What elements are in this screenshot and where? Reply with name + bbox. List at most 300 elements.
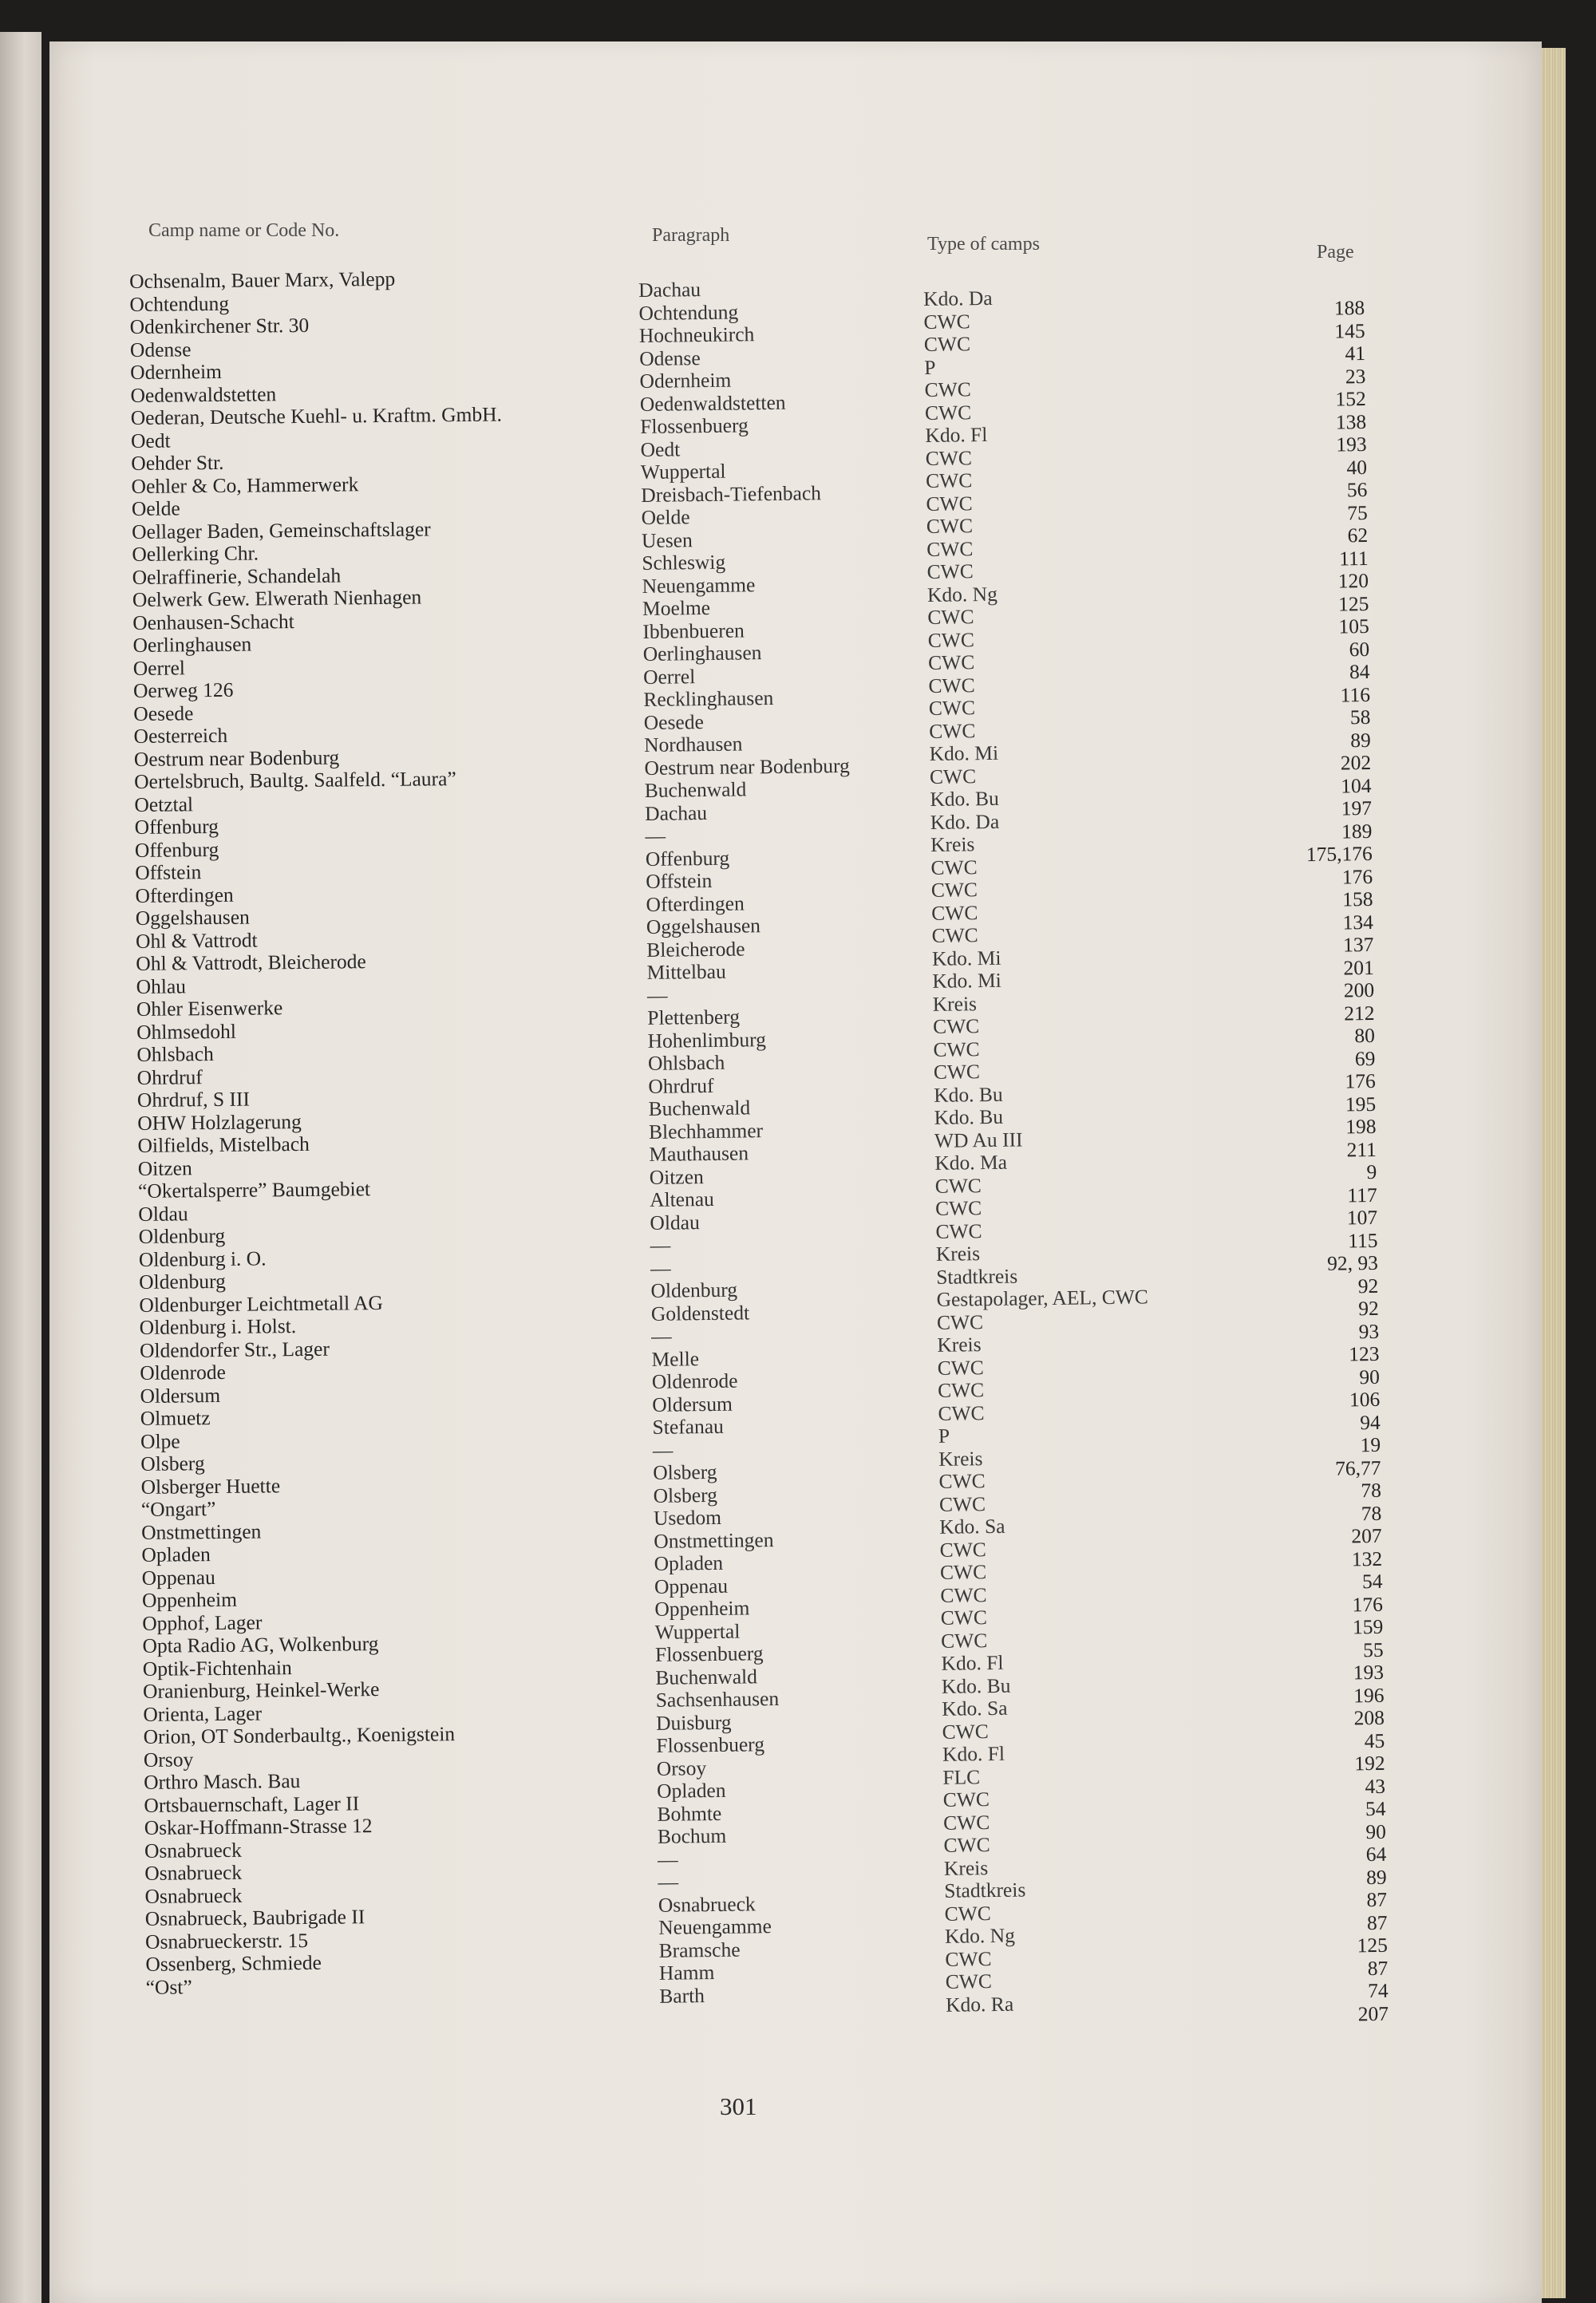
camp-type-cell: CWC (940, 1582, 987, 1607)
page-ref-cell: 45 (1364, 1728, 1385, 1752)
page-ref-cell: 64 (1365, 1842, 1387, 1866)
camp-type-cell: FLC (942, 1764, 981, 1789)
page-ref-cell: 192 (1354, 1751, 1385, 1776)
camp-name-cell: Ohlau (136, 974, 187, 998)
camp-name-cell: Offenburg (134, 837, 219, 862)
camp-type-cell: CWC (933, 1037, 980, 1061)
camp-name-cell: Oldendorfer Str., Lager (139, 1337, 330, 1362)
page-ref-cell: 212 (1344, 1001, 1375, 1025)
camp-name-cell: Optik-Fichtenhain (142, 1655, 292, 1681)
page-ref-cell: 90 (1359, 1365, 1381, 1389)
camp-name-cell: Oenhausen-Schacht (132, 609, 294, 634)
paragraph-cell: — (650, 1233, 671, 1257)
camp-name-cell: Offenburg (134, 814, 219, 839)
page-ref-cell: 207 (1357, 2001, 1389, 2025)
page-ref-cell: 115 (1347, 1228, 1378, 1252)
camp-type-cell: CWC (924, 377, 971, 401)
camp-type-cell: CWC (924, 400, 972, 425)
paragraph-cell: Offenburg (645, 846, 730, 871)
paragraph-cell: Neuengamme (642, 572, 756, 598)
camp-type-cell: CWC (940, 1606, 988, 1629)
paragraph-cell: Osnabrueck (658, 1891, 756, 1917)
camp-type-cell: CWC (943, 1833, 990, 1857)
camp-type-cell: Kdo. Da (922, 286, 993, 310)
camp-type-cell: Kdo. Mi (931, 946, 1001, 970)
camp-name-cell: Osnabrueckerstr. 15 (144, 1928, 309, 1953)
camp-name-cell: Oggelshausen (135, 905, 250, 930)
paragraph-cell: Plettenberg (647, 1005, 741, 1029)
page-ref-cell: 58 (1349, 705, 1371, 729)
page-ref-cell: 193 (1336, 432, 1367, 456)
camp-type-cell: CWC (945, 1969, 993, 1993)
page-ref-cell: 74 (1367, 1978, 1389, 2003)
page-ref-cell: 89 (1365, 1865, 1387, 1889)
camp-name-column (129, 267, 517, 1999)
page-ref-cell: 200 (1343, 978, 1375, 1002)
paragraph-cell: Flossenbuerg (654, 1641, 764, 1666)
page-ref-cell: 92 (1357, 1296, 1379, 1321)
paragraph-cell: Bleicherode (646, 936, 745, 962)
page-ref-cell: 138 (1335, 409, 1367, 434)
camp-name-cell: Oesterreich (133, 723, 228, 748)
paragraph-cell: — (651, 1324, 672, 1348)
camp-type-cell: CWC (928, 673, 975, 697)
page-ref-cell: 43 (1365, 1774, 1386, 1798)
camp-type-cell: Kdo. Ng (926, 582, 998, 606)
page-ref-cell: 134 (1342, 910, 1374, 934)
type-of-camps-column (923, 286, 1158, 2017)
paragraph-cell: Oelde (641, 505, 690, 529)
camp-name-cell: Ohlsbach (136, 1042, 214, 1066)
page-ref-cell: 84 (1349, 659, 1370, 684)
camp-type-cell: CWC (927, 650, 975, 674)
camp-name-cell: Oehder Str. (131, 450, 224, 475)
camp-name-cell: Olsberger Huette (140, 1473, 281, 1499)
paragraph-cell: Ohrdruf (648, 1073, 714, 1098)
paragraph-cell: — (650, 1256, 671, 1280)
camp-name-cell: Osnabrueck, Baubrigade II (144, 1905, 365, 1930)
page-ref-cell: 105 (1338, 614, 1369, 638)
paragraph-cell: Oppenheim (654, 1596, 750, 1621)
page-ref-cell: 132 (1351, 1547, 1383, 1570)
page-ref-cell: 90 (1365, 1819, 1387, 1843)
page-ref-cell: 107 (1346, 1205, 1378, 1230)
camp-name-cell: Oskar-Hoffmann-Strasse 12 (144, 1814, 373, 1839)
camp-name-cell: Ortsbauernschaft, Lager II (144, 1791, 360, 1817)
page-ref-cell: 197 (1341, 796, 1373, 820)
camp-name-cell: Opladen (141, 1543, 211, 1566)
page-stack-edge (1542, 48, 1566, 2298)
camp-type-cell: Kdo. Da (930, 809, 1000, 834)
header-type-of-camps: Type of camps (927, 234, 1040, 255)
camp-type-cell: CWC (925, 468, 973, 492)
camp-type-cell: CWC (930, 855, 978, 879)
page-ref-cell: 76,77 (1334, 1456, 1381, 1480)
paragraph-cell: Altenau (649, 1187, 714, 1211)
camp-type-cell: CWC (925, 445, 973, 470)
page-ref-cell: 111 (1339, 546, 1369, 570)
page-ref-cell: 69 (1354, 1046, 1376, 1070)
camp-type-cell: CWC (926, 536, 974, 561)
camp-name-cell: Oitzen (137, 1155, 192, 1180)
page-ref-cell: 75 (1347, 500, 1368, 524)
camp-name-cell: Orion, OT Sonderbaultg., Koenigstein (143, 1722, 456, 1748)
camp-name-cell: Ochtendung (129, 291, 230, 316)
camp-name-cell: Oederan, Deutsche Kuehl- u. Kraftm. GmbH. (130, 402, 503, 429)
camp-type-cell: P (924, 355, 936, 379)
camp-name-cell: Oellager Baden, Gemeinschaftslager (131, 516, 431, 543)
paragraph-cell: Oldersum (652, 1392, 733, 1416)
camp-type-cell: CWC (929, 764, 977, 788)
camp-name-cell: Olsberg (140, 1452, 205, 1475)
paragraph-cell: Hohenlimburg (647, 1027, 767, 1053)
paragraph-cell: Olsberg (653, 1460, 717, 1484)
page-ref-cell: 9 (1366, 1159, 1377, 1184)
paragraph-cell: Opladen (654, 1550, 724, 1575)
paragraph-cell: Flossenbuerg (656, 1732, 765, 1757)
page-ref-cell: 159 (1352, 1614, 1384, 1639)
camp-name-cell: Oldenburger Leichtmetall AG (139, 1290, 384, 1317)
camp-name-cell: Oldenburg (138, 1223, 226, 1248)
camp-name-cell: Opphof, Lager (142, 1610, 263, 1635)
camp-name-cell: Odenkirchener Str. 30 (129, 313, 310, 338)
camp-name-cell: Orsoy (143, 1747, 194, 1772)
camp-name-cell: Oesede (133, 701, 194, 725)
camp-type-cell: Kreis (930, 832, 975, 856)
page-ref-cell: 94 (1359, 1410, 1381, 1434)
camp-type-cell: CWC (938, 1400, 985, 1425)
page-ref-cell: 78 (1361, 1478, 1382, 1503)
paragraph-cell: Barth (659, 1983, 705, 2008)
camp-type-cell: CWC (928, 696, 976, 720)
paragraph-cell: Oerlinghausen (642, 641, 762, 666)
camp-type-cell: CWC (926, 559, 974, 583)
paragraph-cell: Blechhammer (648, 1118, 764, 1144)
camp-type-cell: CWC (944, 1901, 991, 1926)
camp-name-cell: Olpe (140, 1428, 180, 1453)
paragraph-cell: Oppenau (654, 1574, 729, 1598)
paragraph-cell: Oerrel (642, 664, 696, 689)
page-number: 301 (720, 2092, 757, 2120)
page-ref-cell: 211 (1346, 1137, 1377, 1161)
camp-type-cell: Kreis (937, 1333, 982, 1357)
camp-name-cell: Ochsenalm, Bauer Marx, Valepp (128, 267, 396, 293)
camp-type-cell: Kdo. Ma (934, 1150, 1008, 1175)
page-ref-cell: 104 (1341, 773, 1372, 797)
page-ref-cell: 193 (1353, 1660, 1385, 1685)
camp-name-cell: Olmuetz (140, 1406, 211, 1430)
camp-type-cell: CWC (938, 1469, 986, 1493)
paragraph-cell: — (658, 1870, 679, 1894)
camp-type-cell: Kdo. Bu (941, 1673, 1011, 1698)
camp-name-cell: Oerlinghausen (132, 632, 252, 657)
paragraph-cell: Opladen (656, 1778, 726, 1803)
camp-type-cell: CWC (926, 491, 973, 516)
paragraph-cell: Recklinghausen (643, 685, 774, 711)
paragraph-cell: Bohmte (657, 1801, 722, 1826)
page-ref-cell: 92 (1357, 1274, 1379, 1298)
camp-name-cell: Ossenberg, Schmiede (145, 1950, 322, 1976)
page-ref-cell: 40 (1346, 455, 1368, 479)
camp-type-cell: CWC (942, 1719, 989, 1744)
page-ref-cell: 62 (1347, 523, 1369, 547)
camp-type-cell: Kdo. Sa (942, 1696, 1008, 1720)
page-ref-cell: 207 (1351, 1523, 1382, 1548)
camp-type-cell: CWC (936, 1310, 984, 1334)
paragraph-cell: Buchenwald (644, 777, 747, 802)
page-ref-cell: 198 (1345, 1114, 1377, 1139)
camp-type-cell: Stadtkreis (944, 1878, 1026, 1902)
camp-type-cell: Stadtkreis (936, 1264, 1018, 1289)
paragraph-cell: Oestrum near Bodenburg (644, 753, 850, 780)
camp-type-cell: CWC (945, 1946, 992, 1971)
page-ref-cell: 87 (1366, 1887, 1388, 1912)
paragraph-cell: Hamm (658, 1960, 715, 1985)
camp-type-cell: Kdo. Fl (942, 1741, 1005, 1766)
camp-type-cell: CWC (930, 878, 978, 902)
paragraph-cell: Oldenburg (650, 1278, 738, 1302)
paragraph-cell: Duisburg (655, 1710, 732, 1735)
camp-name-cell: “Ongart” (140, 1497, 216, 1521)
paragraph-cell: Goldenstedt (650, 1300, 750, 1325)
paragraph-cell: Melle (651, 1346, 700, 1371)
paragraph-cell: Neuengamme (658, 1914, 772, 1939)
paragraph-cell: Moelme (642, 595, 711, 620)
page-ref-cell: 87 (1366, 1910, 1388, 1934)
camp-type-cell: CWC (938, 1491, 986, 1516)
camp-type-cell: CWC (933, 1060, 981, 1084)
header-page: Page (1317, 242, 1354, 263)
camp-name-cell: Oppenheim (141, 1587, 238, 1612)
camp-name-cell: “Okertalsperre” Baumgebiet (137, 1177, 371, 1203)
page-ref-cell: 117 (1347, 1183, 1377, 1207)
page-ref-cell: 202 (1340, 750, 1372, 775)
camp-type-cell: CWC (934, 1196, 982, 1220)
paragraph-cell: Olsberg (653, 1483, 718, 1507)
camp-name-cell: Orthro Masch. Bau (144, 1769, 301, 1794)
camp-name-cell: “Ost” (145, 1974, 192, 1999)
paragraph-cell: Stefanau (652, 1414, 724, 1439)
page-ref-cell: 196 (1353, 1683, 1385, 1707)
page-ref-cell: 54 (1361, 1569, 1383, 1594)
camp-name-cell: Odense (129, 337, 192, 361)
header-camp-name: Camp name or Code No. (148, 220, 340, 241)
paragraph-column (638, 277, 865, 2008)
page-ref-cell: 201 (1343, 955, 1374, 979)
page-ref-cell: 152 (1335, 386, 1366, 411)
camp-name-cell: Oelde (131, 496, 180, 520)
page-ref-cell: 125 (1357, 1933, 1389, 1957)
camp-type-cell: Kdo. Mi (932, 968, 1001, 993)
paragraph-cell: Bochum (657, 1823, 727, 1848)
page-ref-cell: 188 (1333, 296, 1365, 320)
camp-name-cell: Oilfields, Mistelbach (137, 1132, 310, 1157)
camp-type-cell: CWC (932, 1014, 980, 1038)
camp-name-cell: Oranienburg, Heinkel-Werke (142, 1677, 380, 1703)
camp-type-cell: CWC (923, 309, 970, 334)
page-ref-cell: 137 (1342, 932, 1374, 957)
page-ref-cell: 125 (1337, 591, 1369, 615)
camp-type-cell: Kdo. Fl (941, 1650, 1004, 1675)
page-ref-cell: 60 (1349, 637, 1370, 661)
page-ref-cell: 176 (1352, 1592, 1384, 1616)
camp-type-cell: Kdo. Bu (934, 1104, 1004, 1129)
paragraph-cell: Bramsche (658, 1938, 741, 1962)
paragraph-cell: Ofterdingen (646, 891, 745, 916)
page-ref-cell: 195 (1345, 1092, 1377, 1116)
page-ref-cell: 176 (1345, 1069, 1376, 1093)
camp-name-cell: Ofterdingen (135, 883, 234, 907)
camp-name-cell: Oedenwaldstetten (130, 381, 277, 407)
paragraph-cell: Ibbenbueren (642, 618, 745, 643)
camp-type-cell: Kdo. Sa (939, 1514, 1005, 1539)
camp-name-cell: Osnabrueck (144, 1838, 242, 1863)
camp-type-cell: Kreis (943, 1855, 989, 1880)
header-paragraph: Paragraph (652, 225, 730, 246)
camp-type-cell: WD Au III (934, 1127, 1023, 1152)
camp-type-cell: CWC (937, 1355, 984, 1380)
paragraph-cell: Orsoy (656, 1756, 707, 1780)
camp-type-cell: Kreis (938, 1446, 983, 1471)
page-ref-cell: 120 (1337, 568, 1369, 593)
paragraph-cell: Offstein (646, 868, 713, 893)
paragraph-cell: Odernheim (639, 368, 732, 393)
camp-type-cell: P (938, 1424, 950, 1448)
page-ref-cell: 189 (1341, 819, 1373, 843)
paragraph-cell: Wuppertal (654, 1619, 741, 1644)
page-ref-cell: 87 (1367, 1956, 1389, 1980)
camp-type-cell: Kdo. Mi (929, 741, 999, 765)
camp-name-cell: Oerweg 126 (132, 677, 234, 702)
camp-name-cell: Odernheim (130, 359, 223, 384)
camp-type-cell: CWC (940, 1628, 988, 1653)
page-ref-cell: 41 (1345, 341, 1366, 365)
camp-name-cell: Offstein (135, 860, 202, 884)
camp-type-cell: CWC (939, 1560, 987, 1584)
camp-name-cell: Oehler & Co, Hammerwerk (131, 472, 359, 498)
camp-type-cell: CWC (931, 923, 978, 947)
facing-page-edge (0, 32, 41, 2303)
camp-type-cell: CWC (935, 1219, 982, 1243)
camp-name-cell: Oetztal (134, 792, 194, 816)
paragraph-cell: Dachau (644, 800, 708, 825)
paragraph-cell: Uesen (641, 527, 693, 552)
page-ref-cell: 56 (1346, 477, 1368, 502)
camp-type-cell: CWC (939, 1537, 986, 1562)
camp-type-cell: CWC (942, 1810, 990, 1835)
camp-type-cell: CWC (942, 1787, 990, 1811)
camp-name-cell: Oldenburg i. O. (138, 1246, 267, 1271)
camp-type-cell: Kdo. Bu (934, 1082, 1003, 1107)
paragraph-cell: Buchenwald (648, 1096, 751, 1120)
paragraph-cell: Schleswig (642, 550, 726, 575)
camp-type-cell: Gestapolager, AEL, CWC (936, 1285, 1149, 1311)
paragraph-cell: Flossenbuerg (640, 413, 749, 438)
paragraph-cell: Onstmettingen (654, 1527, 774, 1553)
camp-type-cell: CWC (937, 1378, 985, 1402)
paragraph-cell: Nordhausen (643, 732, 743, 756)
paragraph-cell: — (658, 1847, 678, 1871)
page-ref-cell: 80 (1354, 1023, 1376, 1048)
camp-name-cell: Oelwerk Gew. Elwerath Nienhagen (132, 585, 422, 611)
camp-type-cell: Kdo. Fl (925, 422, 988, 447)
page-ref-cell: 89 (1350, 728, 1371, 752)
camp-name-cell: Osnabrueck (144, 1883, 243, 1908)
page-ref-cell: 175,176 (1306, 841, 1373, 867)
page-ref-cell: 93 (1358, 1319, 1380, 1343)
camp-type-cell: CWC (934, 1173, 982, 1198)
camp-name-cell: Oldenburg i. Holst. (139, 1314, 297, 1339)
camp-name-cell: Oppenau (141, 1565, 215, 1590)
camp-type-cell: CWC (927, 605, 974, 629)
camp-type-cell: CWC (929, 718, 976, 743)
camp-name-cell: Oelraffinerie, Schandelah (132, 563, 342, 589)
camp-name-cell: Osnabrueck (144, 1860, 243, 1885)
camp-name-cell: Ohl & Vattrodt, Bleicherode (136, 950, 366, 975)
camp-name-cell: Oestrum near Bodenburg (133, 745, 340, 771)
camp-name-cell: Oellerking Chr. (132, 541, 259, 566)
camp-name-cell: Ohl & Vattrodt (135, 927, 258, 953)
camp-type-cell: CWC (927, 627, 975, 652)
paragraph-cell: Oldau (650, 1210, 700, 1234)
paragraph-cell: Sachsenhausen (655, 1686, 780, 1712)
page-ref-cell: 106 (1349, 1387, 1381, 1412)
paragraph-cell: Oedenwaldstetten (639, 390, 786, 416)
paragraph-cell: Dreisbach-Tiefenbach (641, 480, 822, 507)
camp-name-cell: Ohrdruf, S III (136, 1087, 251, 1112)
camp-name-cell: Ohrdruf (136, 1065, 203, 1089)
page-ref-cell: 208 (1353, 1705, 1385, 1730)
page-ref-cell: 19 (1360, 1432, 1381, 1457)
camp-name-cell: Oerrel (132, 655, 186, 680)
paragraph-cell: Odense (639, 346, 701, 370)
camp-name-cell: Oldenburg (139, 1269, 226, 1294)
paragraph-cell: Mittelbau (646, 959, 726, 984)
camp-type-cell: Kdo. Bu (930, 786, 1000, 811)
camp-type-cell: CWC (923, 332, 971, 356)
camp-name-cell: Oldersum (140, 1383, 221, 1408)
page-ref-cell: 78 (1361, 1501, 1382, 1525)
paragraph-cell: Oedt (640, 437, 681, 461)
camp-name-cell: Onstmettingen (141, 1519, 262, 1544)
paragraph-cell: Ohlsbach (647, 1050, 725, 1075)
camp-type-cell: CWC (926, 514, 974, 538)
camp-name-cell: Oldau (138, 1201, 188, 1226)
camp-name-cell: Oertelsbruch, Baultg. Saalfeld. “Laura” (134, 767, 456, 793)
page-ref-cell: 176 (1341, 864, 1373, 888)
camp-type-cell: Kdo. Ra (945, 1992, 1014, 2017)
page-ref-cell: 55 (1362, 1637, 1384, 1661)
paragraph-cell: Hochneukirch (638, 322, 755, 347)
paragraph-cell: Buchenwald (655, 1664, 758, 1689)
camp-type-cell: CWC (931, 900, 978, 925)
camp-name-cell: Orienta, Lager (143, 1701, 263, 1726)
paragraph-cell: Oldenrode (651, 1369, 738, 1393)
camp-name-cell: Oldenrode (140, 1360, 227, 1385)
camp-type-cell: Kreis (932, 991, 978, 1016)
paragraph-cell: Oesede (643, 709, 704, 734)
camp-name-cell: Ohler Eisenwerke (136, 996, 283, 1021)
paragraph-cell: — (652, 1438, 674, 1462)
page-ref-cell: 116 (1340, 682, 1371, 706)
page-ref-cell: 92, 93 (1326, 1250, 1379, 1275)
paragraph-cell: Oggelshausen (646, 914, 761, 938)
paragraph-cell: — (645, 824, 666, 847)
paragraph-cell: Wuppertal (640, 459, 726, 484)
camp-name-cell: Oedt (130, 429, 171, 452)
paragraph-cell: — (646, 983, 668, 1007)
paragraph-cell: Usedom (653, 1505, 722, 1530)
